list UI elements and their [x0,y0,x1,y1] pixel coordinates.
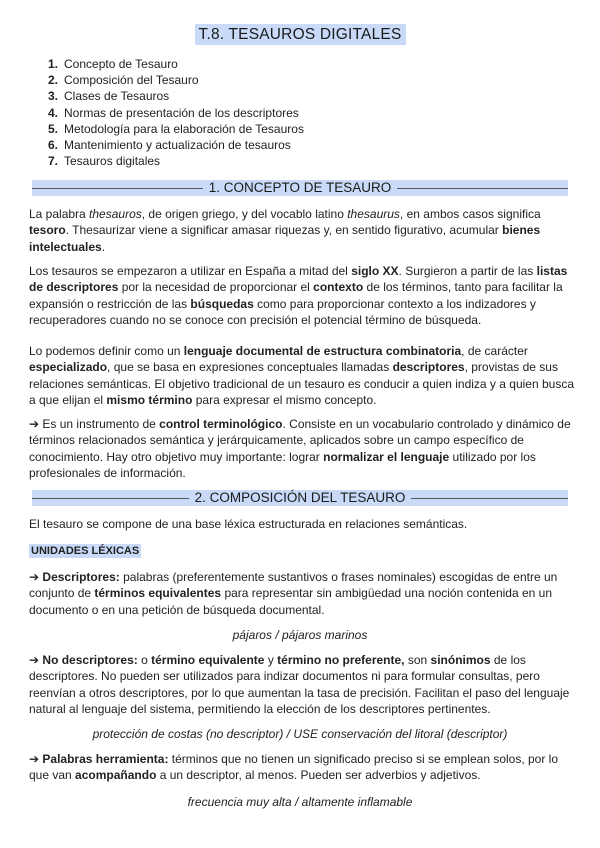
toc-number: 5. [48,121,59,136]
toc-item [48,121,304,137]
toc-number: 4. [48,105,59,120]
toc-item [48,153,304,169]
example-no-descriptores: protección de costas (no descriptor) / USE conservación del litoral (descriptor) [92,727,508,741]
toc-number: 7. [48,154,59,169]
title-container [0,24,600,45]
example-descriptores: pájaros / pájaros marinos [232,628,368,642]
paragraph-etymology: La palabra thesauros, de origen griego, y del vocablo latino thesaurus, en ambos casos significa tesoro. Thesaurizar viene a significar amasar riquezas y, en sentido figurativo, acumular bienes intelectuales. [29,207,541,254]
toc-item [48,105,304,121]
toc-number: 2. [48,73,59,88]
subheading-unidades-lexicas: UNIDADES LÉXICAS [31,545,140,557]
section-heading-label: 2. COMPOSICIÓN DEL TESAURO [189,490,412,505]
section-heading-label: 1. CONCEPTO DE TESAURO [203,180,398,195]
toc-item [48,72,304,88]
toc-text: Metodología para la elaboración de Tesauros [64,121,304,136]
section-heading-concepto [32,180,568,196]
page-title: T.8. TESAUROS DIGITALES [195,24,406,45]
toc-number: 3. [48,89,59,104]
toc-text: Mantenimiento y actualización de tesauros [64,137,291,152]
toc-text: Tesauros digitales [64,154,161,169]
paragraph-definition: Lo podemos definir como un lenguaje documental de estructura combinatoria, de carácter especializado, que se basa en expresiones conceptuales llamadas descriptores, provistas de sus relaciones semánticas. El objetivo tradicional de un tesauro es conducir a quien indiza y a quien busca a que elijan el mismo término para expresar el mismo concepto. [29,344,574,407]
paragraph-no-descriptores: ➔ No descriptores: o término equivalente y término no preferente, son sinónimos de los descriptores. No pueden ser utilizados para indizar documentos ni para formular consultas, pero reenvían a otros descriptores, por lo que aumentan la tasa de precisión. Facilitan el paso del lenguaje natural al lenguaje del sistema, permitiendo la elección de los descriptores pertinentes. [29,653,570,716]
paragraph-history: Los tesauros se empezaron a utilizar en España a mitad del siglo XX. Surgieron a partir de las listas de descriptores por la necesidad de proporcionar el contexto de los términos, tanto para facilitar la expansión o restricción de las búsquedas como para proporcionar contexto a los indizadores y recuperadores cuando no se conoce con precisión el potencial término de búsqueda. [29,264,568,327]
example-palabras-herramienta: frecuencia muy alta / altamente inflamable [187,795,413,809]
paragraph-descriptores: ➔ Descriptores: palabras (preferentemente sustantivos o frases nominales) escogidas de entre un conjunto de términos equivalentes para representar sin ambigüedad una noción contenida en un documento o en una petición de búsqueda documental. [29,570,558,617]
toc-text: Concepto de Tesauro [64,57,178,71]
arrow-icon: ➔ [29,570,40,584]
toc-text: Composición del Tesauro [64,73,199,88]
arrow-icon: ➔ [29,417,40,431]
arrow-icon: ➔ [29,752,40,766]
toc-text: Clases de Tesauros [64,89,170,104]
toc-item [48,56,304,72]
toc-text: Normas de presentación de los descriptores [64,105,299,120]
toc-item [48,137,304,153]
table-of-contents [48,56,304,169]
toc-number: 6. [48,137,59,152]
paragraph-composition-intro: El tesauro se compone de una base léxica estructurada en relaciones semánticas. [29,517,468,531]
toc-number: 1. [48,57,59,71]
paragraph-palabras-herramienta: ➔ Palabras herramienta: términos que no tienen un significado preciso si se emplean solos, por lo que van acompañando a un descriptor, al menos. Pueden ser adverbios y adjetivos. [29,752,559,783]
section-heading-composicion [32,490,568,506]
toc-item [48,88,304,104]
paragraph-control: ➔ Es un instrumento de control terminológico. Consiste en un vocabulario controlado y dinámico de términos relacionados semántica y jerárquicamente, aplicados sobre un campo específico de conocimiento. Hay otro objetivo muy importante: lograr normalizar el lenguaje utilizado por los profesionales de información. [29,417,571,480]
arrow-icon: ➔ [29,653,40,667]
